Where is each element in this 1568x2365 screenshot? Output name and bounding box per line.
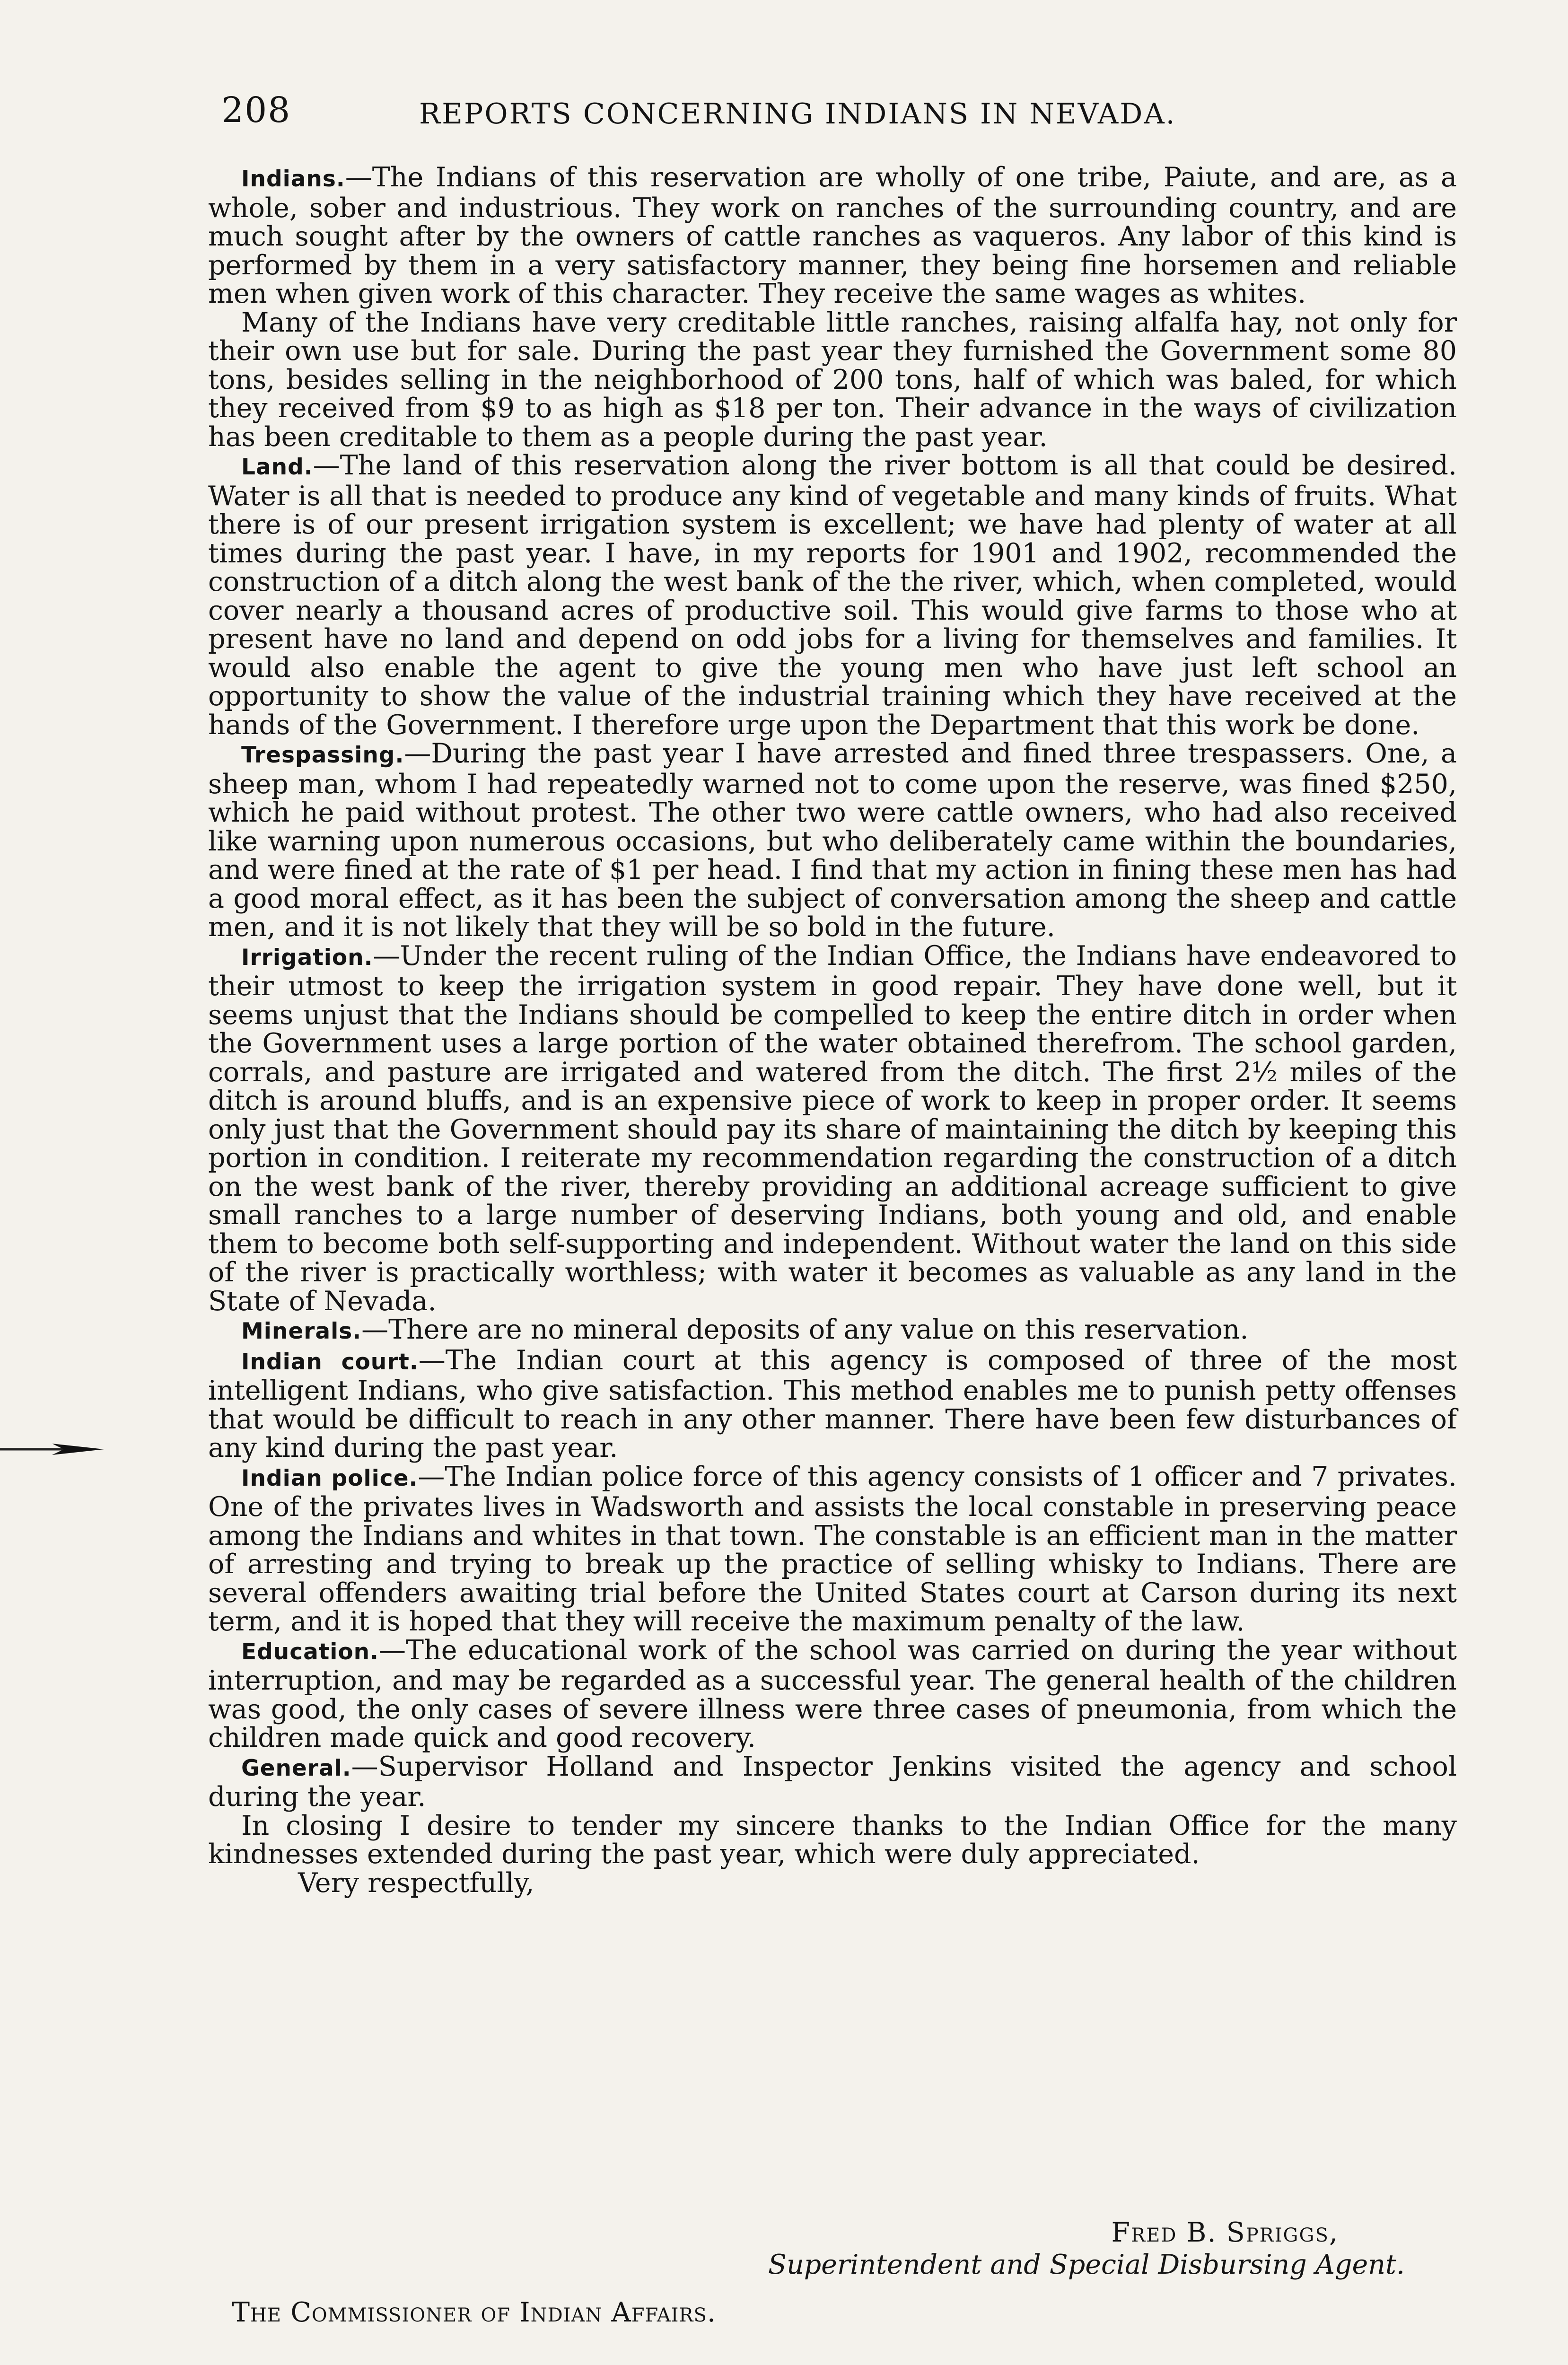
signatory-name: Fred B. Spriggs,: [1111, 2217, 1339, 2248]
paragraph-indian-court: [208, 1346, 1457, 1463]
margin-arrow-mark: [0, 1439, 106, 1458]
paragraph-text: Many of the Indians have very creditable little ranches, raising alfalfa hay, not only for their own use but for sale. During the past year they furnished the Government some 80 tons, besides selling in the neighborhood of 200 tons, half of which was baled, for which they received from $9 to as high as $18 per ton. Their advance in the ways of civilization has been creditable to them as a people during the past year.: [208, 307, 1457, 453]
paragraph-text: —The Indian police force of this agency consists of 1 officer and 7 privates. One of the privates lives in Wadsworth and assists the local constable in preserving peace among the Indians and whites in that town. The constable is an efficient man in the matter of arresting and trying to break up the practice of selling whisky to Indians. There are several offenders awaiting trial before the United States court at Carson during its next term, and it is hoped that they will receive the maximum penalty of the law.: [208, 1461, 1457, 1637]
paragraph-text: —The Indians of this reservation are wholly of one tribe, Paiute, and are, as a whole, sober and industrious. They work on ranches of the surrounding country, and are much sought after by the owners of cattle ranches as vaqueros. Any labor of this kind is performed by them in a very satisfactory manner, they being fine horsemen and reliable men when given work of this character. They receive the same wages as whites.: [208, 162, 1457, 309]
section-heading: Land.: [241, 454, 313, 480]
paragraph-indians: [208, 163, 1457, 308]
paragraph-text: —The land of this reservation along the river bottom is all that could be desired. Water is all that is needed to produce any kind of vegetable and many kinds of fruits. What there is of our present irrigation system is excellent; we have had plenty of water at all times during the past year. I have, in my reports for 1901 and 1902, recommended the construction of a ditch along the west bank of the the river, which, when completed, would cover nearly a thousand acres of productive soil. This would give farms to those who at present have no land and depend on odd jobs for a living for themselves and families. It would also enable the agent to give the young men who have just left school an opportunity to show the value of the industrial training which they have received at the hands of the Government. I therefore urge upon the Department that this work be done.: [208, 450, 1457, 741]
paragraph-text: —The educational work of the school was carried on during the year without interruption, and may be regarded as a successful year. The general health of the children was good, the only cases of severe illness were three cases of pneumonia, from which the children made quick and good recovery.: [208, 1634, 1457, 1753]
page-header: [221, 90, 1451, 132]
running-head: REPORTS CONCERNING INDIANS IN NEVADA.: [419, 97, 1176, 131]
signatory-title: Superintendent and Special Disbursing Agent.: [768, 2249, 1405, 2280]
paragraph-indian-police: [208, 1463, 1457, 1636]
section-heading: Irrigation.: [241, 944, 373, 971]
section-heading: Indians.: [241, 166, 345, 192]
paragraph-trespassing: [208, 739, 1457, 942]
signature-block: [766, 2216, 1405, 2281]
section-heading: Education.: [241, 1638, 379, 1665]
closing-salutation: Very respectfully,: [298, 1867, 534, 1899]
paragraph-text: —Under the recent ruling of the Indian Office, the Indians have endeavored to their utmost to keep the irrigation system in good repair. They have done well, but it seems unjust that the Indians should be compelled to keep the entire ditch in order when the Government uses a large portion of the water obtained therefrom. The school garden, corrals, and pasture are irrigated and watered from the ditch. The first 2½ miles of the ditch is around bluffs, and is an expensive piece of work to keep in proper order. It seems only just that the Government should pay its share of maintaining the ditch by keeping this portion in condition. I reiterate my recommendation regarding the construction of a ditch on the west bank of the river, thereby providing an additional acreage sufficient to give small ranches to a large number of deserving Indians, both young and old, and enable them to become both self-supporting and independent. Without water the land on this side of the river is practically worthless; with water it becomes as valuable as any land in the State of Nevada.: [208, 940, 1457, 1317]
paragraph-minerals: [208, 1315, 1457, 1346]
section-heading: Indian police.: [241, 1465, 418, 1491]
paragraph-closing-thanks: [208, 1812, 1457, 1869]
paragraph-text: —Supervisor Holland and Inspector Jenkins visited the agency and school during the year.: [208, 1751, 1457, 1813]
report-body: [208, 163, 1457, 1897]
paragraph-irrigation: [208, 942, 1457, 1316]
section-heading: Indian court.: [241, 1349, 419, 1375]
paragraph-ranches: [208, 308, 1457, 452]
section-heading: General.: [241, 1755, 351, 1781]
paragraph-general: [208, 1752, 1457, 1812]
addressee: The Commissioner of Indian Affairs.: [232, 2297, 717, 2328]
paragraph-text: —The Indian court at this agency is composed of three of the most intelligent Indians, who give satisfaction. This method enables me to punish petty offenses that would be difficult to reach in any other manner. There have been few disturbances of any kind during the past year.: [208, 1344, 1457, 1463]
paragraph-text: —There are no mineral deposits of any value on this reservation.: [361, 1314, 1249, 1345]
section-heading: Trespassing.: [241, 742, 404, 768]
page-number: 208: [221, 90, 291, 131]
section-heading: Minerals.: [241, 1318, 362, 1344]
paragraph-education: [208, 1636, 1457, 1752]
paragraph-text: —During the past year I have arrested and fined three trespassers. One, a sheep man, whom I had repeatedly warned not to come upon the reserve, was fined $250, which he paid without protest. The other two were cattle owners, who had also received like warning upon numerous occasions, but who deliberately came within the boundaries, and were fined at the rate of $1 per head. I find that my action in fining these men has had a good moral effect, as it has been the subject of conversation among the sheep and cattle men, and it is not likely that they will be so bold in the future.: [208, 738, 1457, 943]
paragraph-text: In closing I desire to tender my sincere thanks to the Indian Office for the many kindnesses extended during the past year, which were duly appreciated.: [208, 1810, 1457, 1870]
paragraph-land: [208, 451, 1457, 739]
